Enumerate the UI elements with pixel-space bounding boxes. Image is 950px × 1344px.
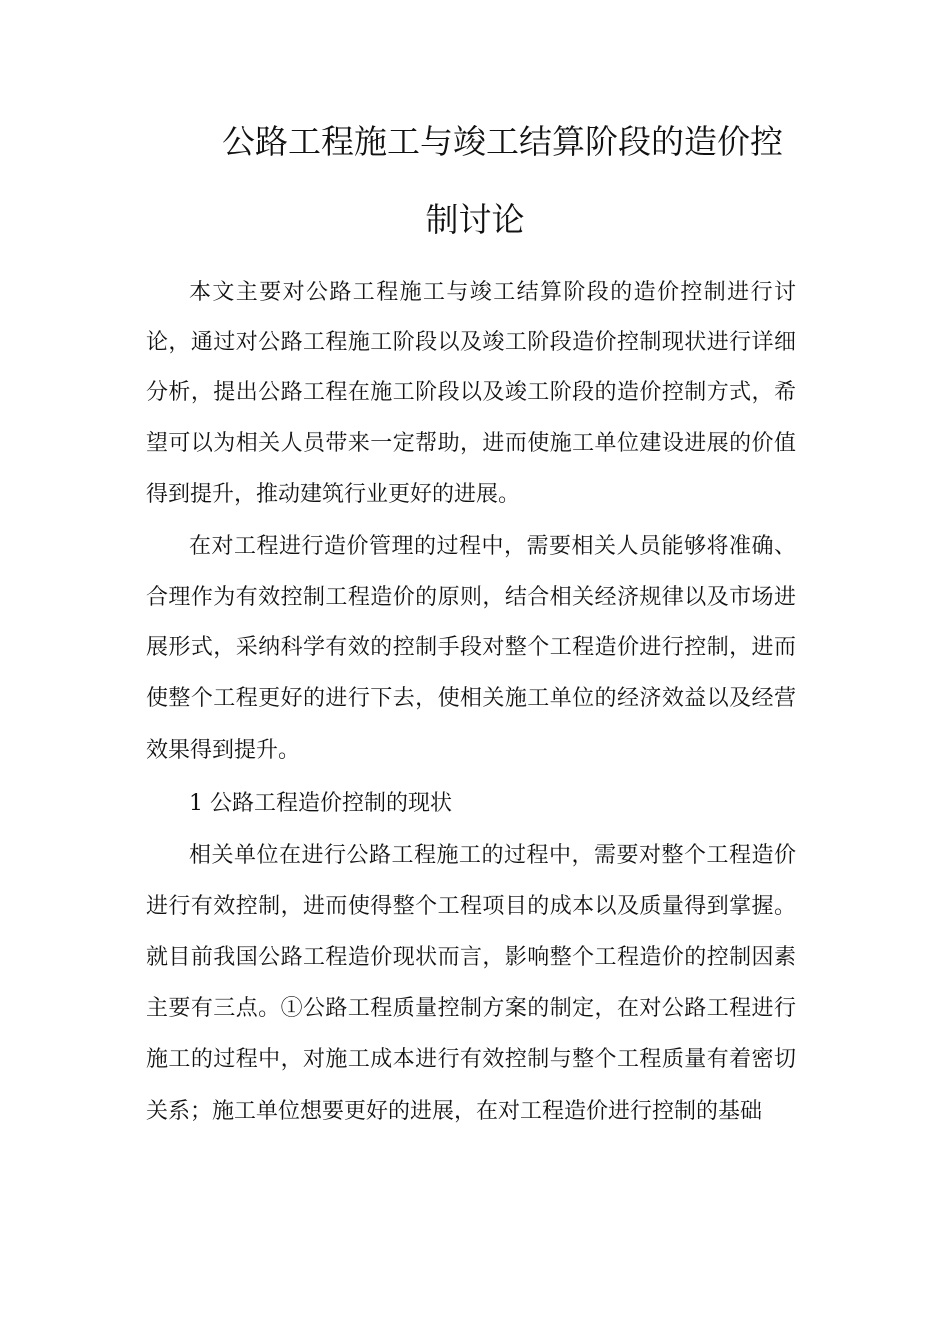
paragraph-3-line-6: 关系；施工单位想要更好的进展，在对工程造价进行控制的基础	[146, 1099, 763, 1124]
paragraph-2-line-2: 合理作为有效控制工程造价的原则，结合相关经济规律以及市场进	[146, 585, 796, 610]
paragraph-2-line-5: 效果得到提升。	[146, 738, 301, 763]
paragraph-3-line-5: 施工的过程中，对施工成本进行有效控制与整个工程质量有着密切	[146, 1047, 796, 1072]
paragraph-2-line-3: 展形式，采纳科学有效的控制手段对整个工程造价进行控制，进而	[146, 635, 796, 660]
document-title-line-1: 公路工程施工与竣工结算阶段的造价控	[222, 122, 783, 161]
paragraph-3-line-3: 就目前我国公路工程造价现状而言，影响整个工程造价的控制因素	[146, 945, 796, 970]
paragraph-1-line-3: 分析，提出公路工程在施工阶段以及竣工阶段的造价控制方式，希	[146, 380, 796, 405]
paragraph-1-line-5: 得到提升，推动建筑行业更好的进展。	[146, 482, 521, 507]
paragraph-1-line-4: 望可以为相关人员带来一定帮助，进而使施工单位建设进展的价值	[146, 431, 796, 456]
section-heading-1: 1 公路工程造价控制的现状	[189, 791, 452, 816]
document-title-line-2: 制讨论	[425, 200, 525, 239]
paragraph-1-line-2: 论，通过对公路工程施工阶段以及竣工阶段造价控制现状进行详细	[146, 330, 796, 355]
paragraph-3-line-4: 主要有三点。①公路工程质量控制方案的制定，在对公路工程进行	[146, 996, 796, 1021]
paragraph-2-line-1: 在对工程进行造价管理的过程中，需要相关人员能够将准确、	[189, 534, 796, 559]
paragraph-2-line-4: 使整个工程更好的进行下去，使相关施工单位的经济效益以及经营	[146, 686, 796, 711]
paragraph-3-line-2: 进行有效控制，进而使得整个工程项目的成本以及质量得到掌握。	[146, 894, 796, 919]
paragraph-3-line-1: 相关单位在进行公路工程施工的过程中，需要对整个工程造价	[189, 843, 796, 868]
paragraph-1-line-1: 本文主要对公路工程施工与竣工结算阶段的造价控制进行讨	[189, 280, 796, 305]
